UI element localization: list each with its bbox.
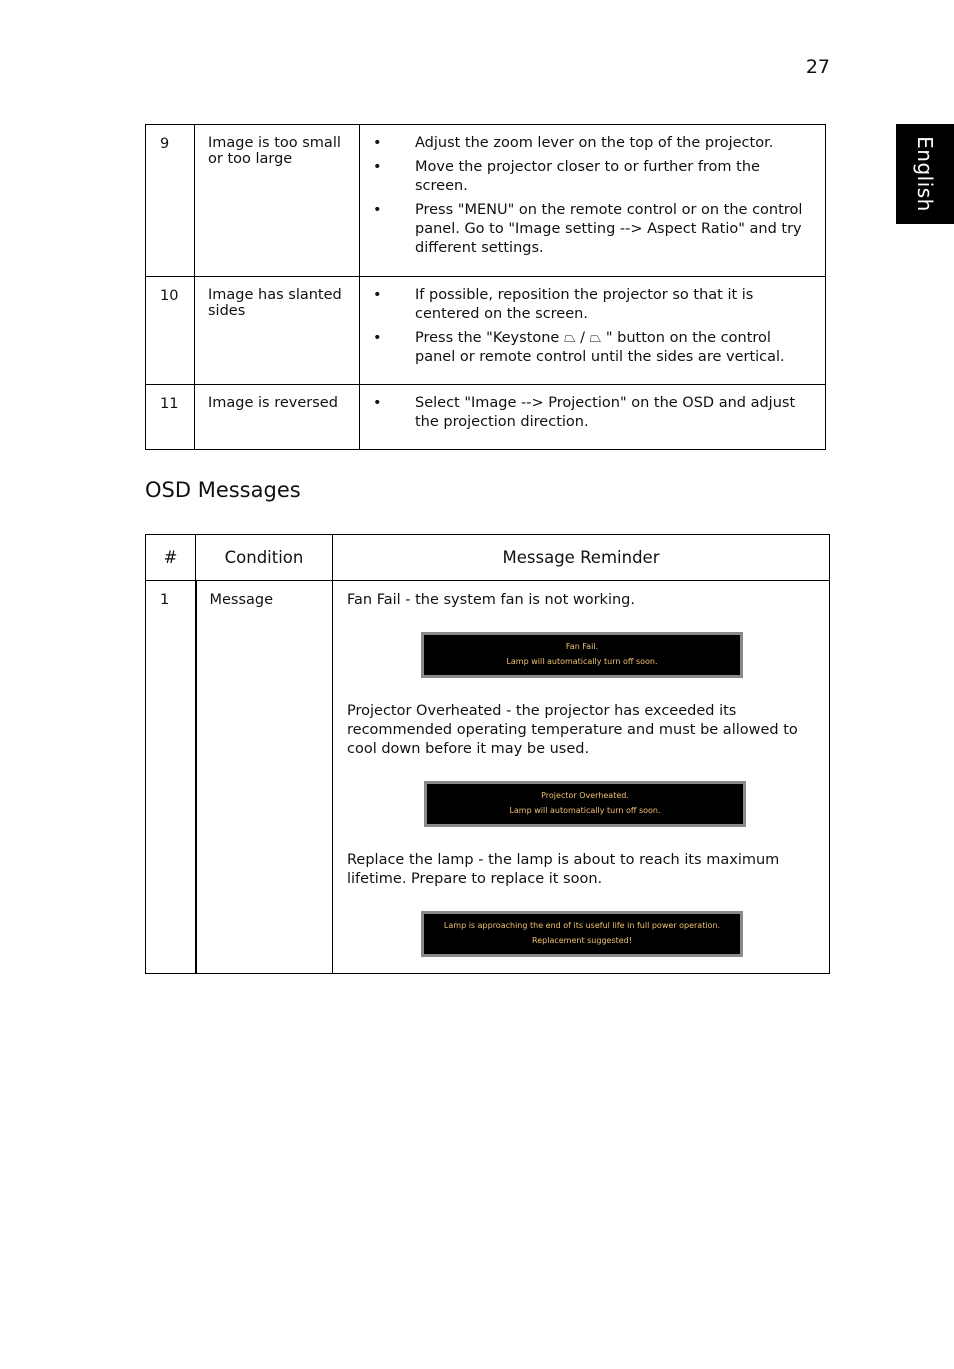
row-number: 11 <box>146 385 195 450</box>
osd-line: Fan Fail. <box>565 642 599 651</box>
solution-text: Press "MENU" on the remote control or on the control panel. Go to "Image setting --> Aspect Ratio" and try different settings. <box>415 202 803 256</box>
bullet: • <box>373 330 382 346</box>
list-item <box>360 329 815 367</box>
bullet: • <box>373 159 382 175</box>
row-number: 9 <box>146 125 195 277</box>
solution-text: Press the "Keystone ⏢ / ⏢ " button on the control panel or remote control until the sides are vertical. <box>415 330 785 365</box>
solution-text: If possible, reposition the projector so that it is centered on the screen. <box>415 287 754 322</box>
osd-line: Replacement suggested! <box>532 936 632 945</box>
table-row <box>146 581 830 974</box>
osd-screenshot <box>421 632 743 678</box>
solution-list <box>360 134 815 258</box>
osd-line: Projector Overheated. <box>541 791 629 800</box>
row-number: 1 <box>146 581 196 974</box>
problem-cell: Image is reversed <box>195 385 360 450</box>
bullet: • <box>373 202 382 218</box>
header-message-reminder: Message Reminder <box>333 535 830 581</box>
row-number: 10 <box>146 277 195 385</box>
osd-screenshot <box>424 781 746 827</box>
troubleshooting-table <box>145 124 826 450</box>
solution-cell <box>360 125 826 277</box>
condition-cell: Message <box>196 581 333 974</box>
osd-line: Lamp is approaching the end of its useful life in full power operation. <box>443 921 721 930</box>
solution-list <box>360 394 815 432</box>
solution-text: Adjust the zoom lever on the top of the projector. <box>415 135 774 151</box>
message-description: Projector Overheated - the projector has exceeded its recommended operating temperature and must be allowed to cool down before it may be used. <box>347 703 798 757</box>
header-number: # <box>146 535 196 581</box>
osd-line: Lamp will automatically turn off soon. <box>506 657 658 666</box>
bullet: • <box>373 135 382 151</box>
list-item <box>360 201 815 258</box>
solution-cell <box>360 277 826 385</box>
table-row <box>146 385 826 450</box>
list-item <box>360 158 815 196</box>
solution-cell <box>360 385 826 450</box>
header-condition: Condition <box>196 535 333 581</box>
language-tab <box>896 124 954 224</box>
solution-text: Select "Image --> Projection" on the OSD and adjust the projection direction. <box>415 395 796 430</box>
osd-messages-table <box>145 534 830 974</box>
section-heading: OSD Messages <box>145 478 301 502</box>
solution-text: Move the projector closer to or further from the screen. <box>415 159 760 194</box>
osd-replace-lamp-box <box>421 911 743 957</box>
list-item <box>360 286 815 324</box>
bullet: • <box>373 287 382 303</box>
language-tab-label: English <box>913 136 937 212</box>
osd-overheated-box <box>424 781 746 827</box>
osd-line: Lamp will automatically turn off soon. <box>509 806 661 815</box>
problem-cell: Image is too small or too large <box>195 125 360 277</box>
osd-fan-fail-box <box>421 632 743 678</box>
table-header-row <box>146 535 830 581</box>
message-cell <box>333 581 830 974</box>
message-description: Replace the lamp - the lamp is about to reach its maximum lifetime. Prepare to replace it soon. <box>347 852 780 887</box>
solution-list <box>360 286 815 367</box>
page-number: 27 <box>805 56 830 78</box>
list-item <box>360 134 815 153</box>
osd-screenshot <box>421 911 743 957</box>
problem-cell: Image has slanted sides <box>195 277 360 385</box>
table-row <box>146 277 826 385</box>
bullet: • <box>373 395 382 411</box>
table-row <box>146 125 826 277</box>
list-item <box>360 394 815 432</box>
message-description: Fan Fail - the system fan is not working. <box>347 592 635 608</box>
